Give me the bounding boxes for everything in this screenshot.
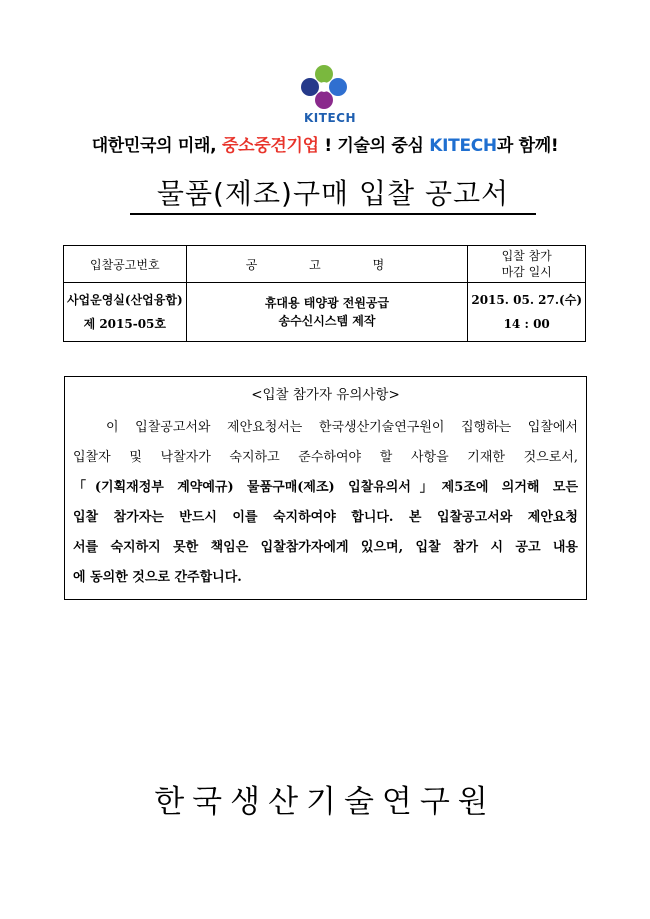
slogan-part1: 대한민국의 미래, [91,136,217,156]
notice-line: 서를 숙지하지 못한 책임은 입찰참가자에게 있으며, 입찰 참가 시 공고 내용 [73,540,578,555]
header-bid-name: 공 고 명 [186,246,468,283]
bid-info-table [63,245,586,342]
notice-body [73,413,578,593]
notice-line: 에 동의한 것으로 간주합니다. [73,570,242,585]
deadline-cell: 2015. 05. 27.(수) 14 : 00 [468,283,586,342]
slogan-highlight: 중소중견기업 [221,136,319,156]
bid-name-cell: 휴대용 태양광 전원공급 송수신시스템 제작 [186,283,468,342]
header-deadline: 입찰 참가 마감 일시 [468,246,586,283]
title-underline [130,213,536,215]
header-bid-number: 입찰공고번호 [64,246,187,283]
notice-line: 「(기획재정부 계약예규) 물품구매(제조) 입찰유의서」제5조에 의거해 모든 [73,480,578,495]
notice-box [64,376,587,600]
logo-text: KITECH [304,111,356,125]
slogan-part3: ! 기술의 중심 [324,136,424,156]
kitech-logo-mark [290,62,370,112]
bid-number-cell: 사업운영실(산업융합) 제 2015-05호 [64,283,187,342]
slogan [0,131,650,156]
table-row [64,283,586,342]
page-title: 물품(제조)구매 입찰 공고서 [156,177,510,210]
notice-line: 이 입찰공고서와 제안요청서는 한국생산기술연구원이 집행하는 입찰에서 [73,420,578,435]
notice-line: 입찰자 및 낙찰자가 숙지하고 준수하여야 할 사항을 기재한 것으로서, [73,450,578,465]
slogan-kitech: KITECH [429,136,497,156]
kitech-logo [290,62,370,128]
table-header-row [64,246,586,283]
organization-name: 한국생산기술연구원 [154,784,496,820]
slogan-part5: 과 함께! [496,136,559,156]
notice-line: 입찰 참가자는 반드시 이를 숙지하여야 합니다. 본 입찰공고서와 제안요청 [73,510,578,525]
notice-title: <입찰 참가자 유의사항> [251,387,400,403]
